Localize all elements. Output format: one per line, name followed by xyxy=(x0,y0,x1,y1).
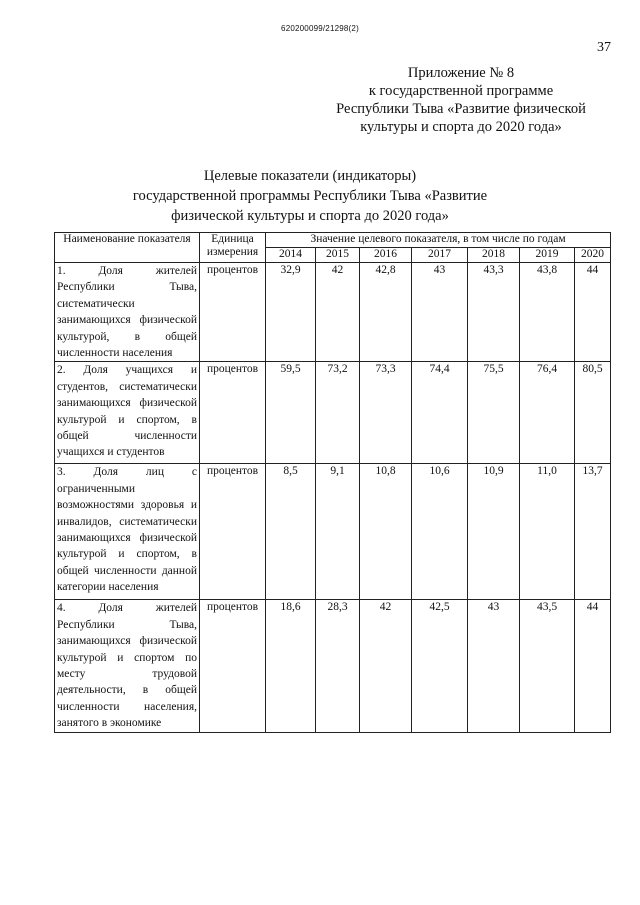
year-header: 2019 xyxy=(520,248,575,263)
indicator-value: 75,5 xyxy=(468,362,520,464)
indicator-name: 2. Доля учащихся и студентов, систематически занимающихся физической культурой и спортом, в общей численности учащихся и студентов xyxy=(55,362,200,464)
indicator-value: 73,2 xyxy=(316,362,360,464)
indicator-value: 18,6 xyxy=(266,600,316,732)
indicator-unit: процентов xyxy=(200,600,266,732)
year-header: 2017 xyxy=(412,248,468,263)
appendix-line-3: Республики Тыва «Развитие физической xyxy=(336,101,586,117)
indicator-value: 10,6 xyxy=(412,464,468,600)
table-header-row xyxy=(55,233,611,248)
year-header: 2016 xyxy=(360,248,412,263)
indicator-value: 44 xyxy=(575,263,611,362)
indicator-value: 11,0 xyxy=(520,464,575,600)
appendix-line-2: к государственной программе xyxy=(368,83,554,99)
column-header-unit: Единица измерения xyxy=(200,233,266,263)
indicator-value: 10,9 xyxy=(468,464,520,600)
title-line-3: физической культуры и спорта до 2020 года» xyxy=(171,208,449,224)
indicator-value: 80,5 xyxy=(575,362,611,464)
appendix-line-1: Приложение № 8 xyxy=(407,65,515,81)
indicator-value: 42,5 xyxy=(412,600,468,732)
indicator-unit: процентов xyxy=(200,464,266,600)
indicator-value: 43,8 xyxy=(520,263,575,362)
indicator-value: 73,3 xyxy=(360,362,412,464)
appendix-line-4: культуры и спорта до 2020 года» xyxy=(360,119,562,135)
table-row xyxy=(55,600,611,732)
indicator-value: 43 xyxy=(412,263,468,362)
year-header: 2018 xyxy=(468,248,520,263)
indicator-value: 42 xyxy=(360,600,412,732)
indicator-unit: процентов xyxy=(200,263,266,362)
indicator-value: 59,5 xyxy=(266,362,316,464)
indicator-value: 8,5 xyxy=(266,464,316,600)
indicator-unit: процентов xyxy=(200,362,266,464)
column-header-values: Значение целевого показателя, в том числе по годам xyxy=(266,233,611,248)
indicator-value: 42 xyxy=(316,263,360,362)
indicator-value: 76,4 xyxy=(520,362,575,464)
title-line-1: Целевые показатели (индикаторы) xyxy=(203,168,417,184)
document-code: 620200099/21298(2) xyxy=(281,24,359,33)
appendix-heading xyxy=(311,64,611,136)
table-row xyxy=(55,362,611,464)
year-header: 2015 xyxy=(316,248,360,263)
indicator-value: 74,4 xyxy=(412,362,468,464)
indicator-value: 43,5 xyxy=(520,600,575,732)
page-number: 37 xyxy=(597,40,611,55)
indicators-table xyxy=(54,232,611,733)
indicator-value: 32,9 xyxy=(266,263,316,362)
indicator-value: 9,1 xyxy=(316,464,360,600)
indicator-name: 4. Доля жителей Республики Тыва, занимающихся физической культурой и спортом по месту трудовой деятельности, в общей численности населения, занятого в экономике xyxy=(55,600,200,732)
indicator-value: 42,8 xyxy=(360,263,412,362)
title-line-2: государственной программы Республики Тыва «Развитие xyxy=(132,188,488,204)
indicator-value: 44 xyxy=(575,600,611,732)
indicator-value: 28,3 xyxy=(316,600,360,732)
document-title xyxy=(110,166,510,226)
column-header-name: Наименование показателя xyxy=(55,233,200,263)
year-header: 2020 xyxy=(575,248,611,263)
indicator-name: 1. Доля жителей Республики Тыва, систематически занимающихся физической культурой, в общей численности населения xyxy=(55,263,200,362)
year-header: 2014 xyxy=(266,248,316,263)
indicator-value: 10,8 xyxy=(360,464,412,600)
table-row xyxy=(55,464,611,600)
indicator-value: 13,7 xyxy=(575,464,611,600)
indicator-value: 43 xyxy=(468,600,520,732)
indicator-value: 43,3 xyxy=(468,263,520,362)
indicator-name: 3. Доля лиц с ограниченными возможностями здоровья и инвалидов, систематически занимающихся физической культурой и спортом, в общей численности данной категории населения xyxy=(55,464,200,600)
table-row xyxy=(55,263,611,362)
